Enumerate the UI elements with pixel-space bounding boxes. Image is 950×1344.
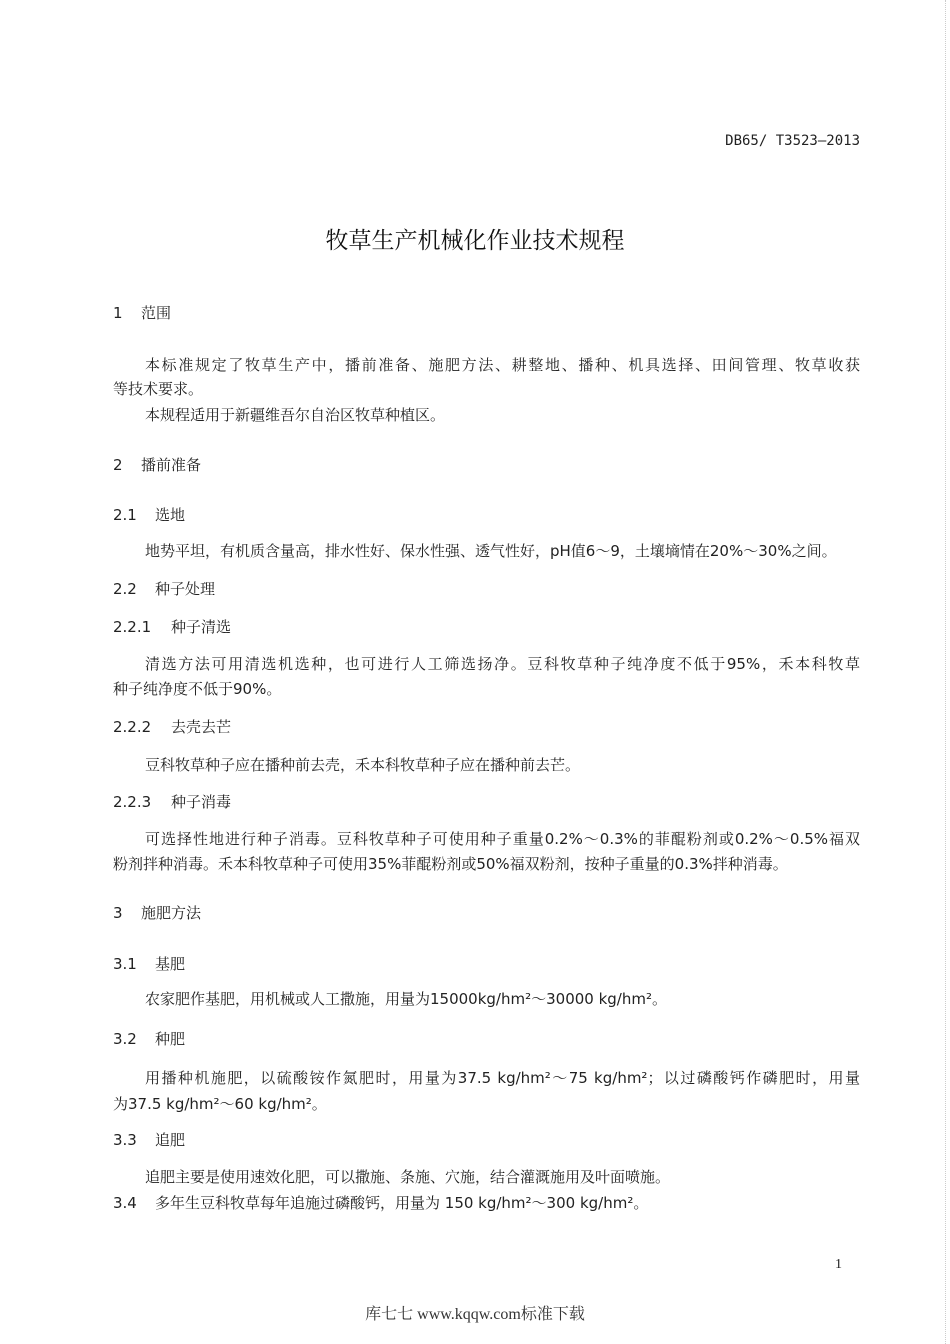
section-number: 2	[113, 456, 123, 474]
section-number: 2.2.1	[113, 618, 152, 636]
paragraph: 本规程适用于新疆维吾尔自治区牧草种植区。	[145, 406, 446, 424]
section-number: 2.2.2	[113, 718, 152, 736]
section-title: 选地	[155, 506, 186, 524]
section-number: 3.2	[113, 1030, 137, 1048]
paragraph: 豆科牧草种子应在播种前去壳，禾本科牧草种子应在播种前去芒。	[145, 756, 581, 774]
paragraph: 追肥主要是使用速效化肥，可以撒施、条施、穴施，结合灌溉施用及叶面喷施。	[145, 1168, 671, 1186]
paragraph: 地势平坦，有机质含量高，排水性好、保水性强、透气性好，pH值6～9，土壤墒情在20%～30%之间。	[145, 542, 837, 560]
paragraph-line: 本标准规定了牧草生产中，播前准备、施肥方法、耕整地、播种、机具选择、田间管理、牧草收获	[145, 356, 860, 374]
section-title: 去壳去芒	[171, 718, 232, 736]
paragraph-line: 清选方法可用清选机选种，也可进行人工筛选扬净。豆科牧草种子纯净度不低于95%，禾本科牧草	[145, 655, 860, 673]
scan-edge	[944, 0, 946, 1344]
section-3-1-heading	[113, 954, 185, 974]
section-2-2-3-heading	[113, 792, 231, 812]
paragraph: 农家肥作基肥，用机械或人工撒施，用量为15000kg/hm²～30000 kg/hm²。	[145, 990, 667, 1008]
section-2-2-1-heading	[113, 617, 231, 637]
page-number: 1	[835, 1257, 842, 1272]
paragraph-line: 用播种机施肥，以硫酸铵作氮肥时，用量为37.5 kg/hm²～75 kg/hm²；以过磷酸钙作磷肥时，用量	[145, 1069, 860, 1087]
section-number: 2.1	[113, 506, 137, 524]
section-number: 2.2.3	[113, 793, 152, 811]
section-number: 3.4	[113, 1194, 137, 1212]
section-2-2-2-heading	[113, 717, 231, 737]
document-title: 牧草生产机械化作业技术规程	[325, 228, 625, 254]
section-number: 3.3	[113, 1131, 137, 1149]
paragraph-line: 等技术要求。	[113, 380, 204, 398]
paragraph-line: 粉剂拌种消毒。禾本科牧草种子可使用35%菲醌粉剂或50%福双粉剂，按种子重量的0.3%拌种消毒。	[113, 855, 788, 873]
section-number: 2.2	[113, 580, 137, 598]
section-1-heading	[113, 303, 171, 323]
section-title: 种肥	[155, 1030, 186, 1048]
section-3-3-heading	[113, 1130, 185, 1150]
paragraph-line: 可选择性地进行种子消毒。豆科牧草种子可使用种子重量0.2%～0.3%的菲醌粉剂或0.2%～0.5%福双	[145, 830, 860, 848]
section-title: 种子清选	[171, 618, 232, 636]
section-title: 基肥	[155, 955, 186, 973]
paragraph-line: 种子纯净度不低于90%。	[113, 680, 282, 698]
section-3-heading	[113, 903, 201, 923]
section-number: 1	[113, 304, 123, 322]
section-3-2-heading	[113, 1029, 185, 1049]
standard-number: DB65/ T3523—2013	[725, 133, 860, 149]
clause-text: 多年生豆科牧草每年追施过磷酸钙，用量为 150 kg/hm²～300 kg/hm²。	[155, 1194, 649, 1212]
section-title: 种子消毒	[171, 793, 232, 811]
section-number: 3.1	[113, 955, 137, 973]
section-title: 追肥	[155, 1131, 186, 1149]
paragraph-line: 为37.5 kg/hm²～60 kg/hm²。	[113, 1095, 327, 1113]
section-title: 种子处理	[155, 580, 216, 598]
section-title: 范围	[141, 304, 172, 322]
section-title: 施肥方法	[141, 904, 202, 922]
section-title: 播前准备	[141, 456, 202, 474]
section-2-1-heading	[113, 505, 185, 525]
section-2-heading	[113, 455, 201, 475]
section-3-4-clause	[113, 1193, 648, 1213]
footer-watermark: 库七七 www.kqqw.com标准下载	[365, 1306, 585, 1323]
section-number: 3	[113, 904, 123, 922]
section-2-2-heading	[113, 579, 215, 599]
